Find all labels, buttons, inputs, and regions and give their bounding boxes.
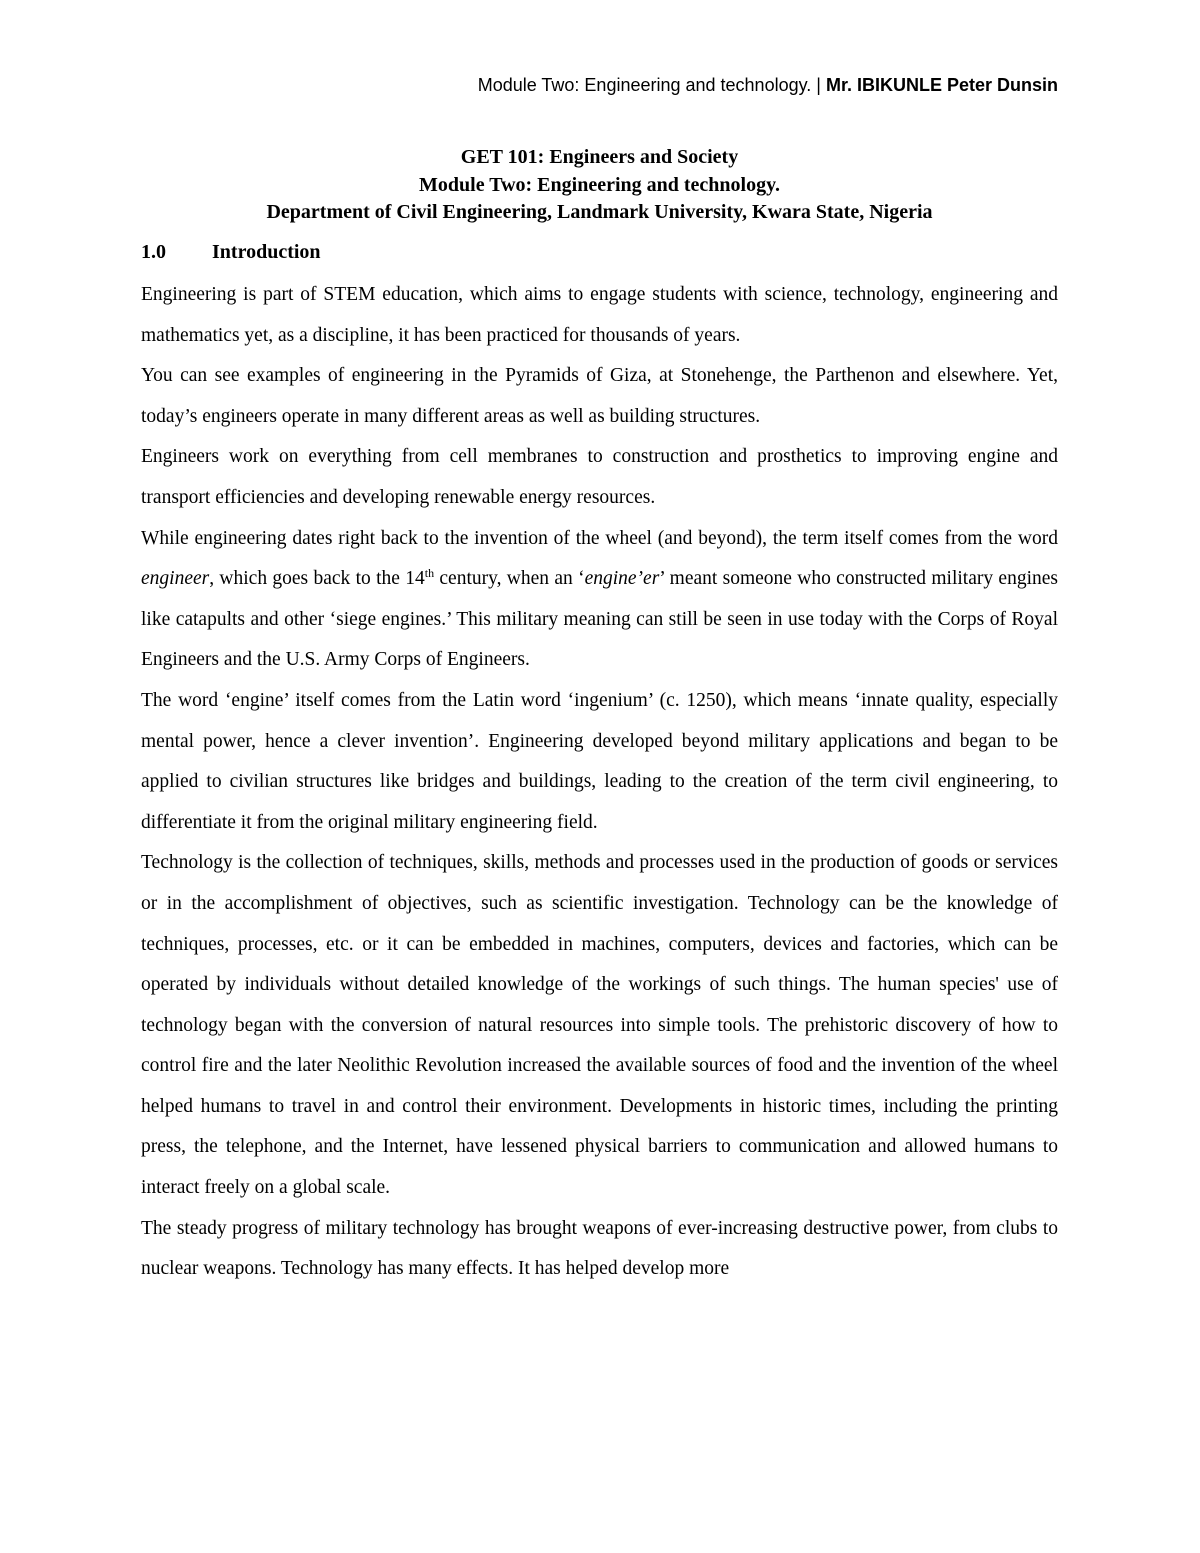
section-number: 1.0 (141, 241, 166, 263)
paragraph: Engineering is part of STEM education, which aims to engage students with science, technology, engineering and mathematics yet, as a discipline, it has been practiced for thousands of years. (141, 284, 1058, 346)
department-title: Department of Civil Engineering, Landmark University, Kwara State, Nigeria (266, 201, 933, 223)
ordinal-superscript: th (424, 566, 435, 581)
paragraph-text: While engineering dates right back to the invention of the wheel (and beyond), the term itself comes from the word (141, 527, 1058, 549)
paragraph: Technology is the collection of techniques, skills, methods and processes used in the production of goods or services or in the accomplishment of objectives, such as scientific investigation. Technology can be the knowledge of techniques, processes, etc. or it can be embedded in machines, computers, devices and factories, which can be operated by individuals without detailed knowledge of the workings of such things. The human species' use of technology began with the conversion of natural resources into simple tools. The prehistoric discovery of how to control fire and the later Neolithic Revolution increased the available sources of food and the invention of the wheel helped humans to travel in and control their environment. Developments in historic times, including the printing press, the telephone, and the Internet, have lessened physical barriers to communication and allowed humans to interact freely on a global scale. (141, 852, 1058, 1199)
paragraph: The steady progress of military technology has brought weapons of ever-increasing destructive power, from clubs to nuclear weapons. Technology has many effects. It has helped develop more (141, 1217, 1058, 1280)
paragraph: Engineers work on everything from cell membranes to construction and prosthetics to improving engine and transport efficiencies and developing renewable energy resources. (141, 446, 1058, 508)
module-title: Module Two: Engineering and technology. (419, 173, 780, 196)
italic-term: engineer (141, 568, 210, 590)
section-title: Introduction (212, 241, 321, 263)
title-block (141, 144, 1058, 227)
paragraph: You can see examples of engineering in the Pyramids of Giza, at Stonehenge, the Parthenon and elsewhere. Yet, today’s engineers operate in many different areas as well as building structures. (141, 365, 1058, 427)
italic-term: engine’er (584, 568, 660, 590)
header-module: Module Two: Engineering and technology. | (477, 75, 821, 95)
paragraph-text: century, when an ‘ (434, 568, 585, 590)
course-title: GET 101: Engineers and Society (460, 146, 739, 168)
body-text (141, 275, 1058, 1290)
section-heading (141, 239, 321, 266)
paragraph (141, 519, 1058, 681)
paragraph: The word ‘engine’ itself comes from the Latin word ‘ingenium’ (c. 1250), which means ‘innate quality, especially mental power, hence a clever invention’. Engineering developed beyond military applications and began to be applied to civilian structures like bridges and buildings, leading to the creation of the term civil engineering, to differentiate it from the original military engineering field. (141, 689, 1058, 833)
header-author: Mr. IBIKUNLE Peter Dunsin (825, 75, 1058, 95)
paragraph-text: , which goes back to the 14 (209, 568, 425, 590)
paragraph-text: ’ meant someone who constructed military engines like catapults and other ‘siege engines.’ This military meaning can still be seen in use today with the Corps of Royal Engineers and the U.S. Army Corps of Engineers. (141, 568, 1058, 671)
running-header (478, 74, 1058, 96)
